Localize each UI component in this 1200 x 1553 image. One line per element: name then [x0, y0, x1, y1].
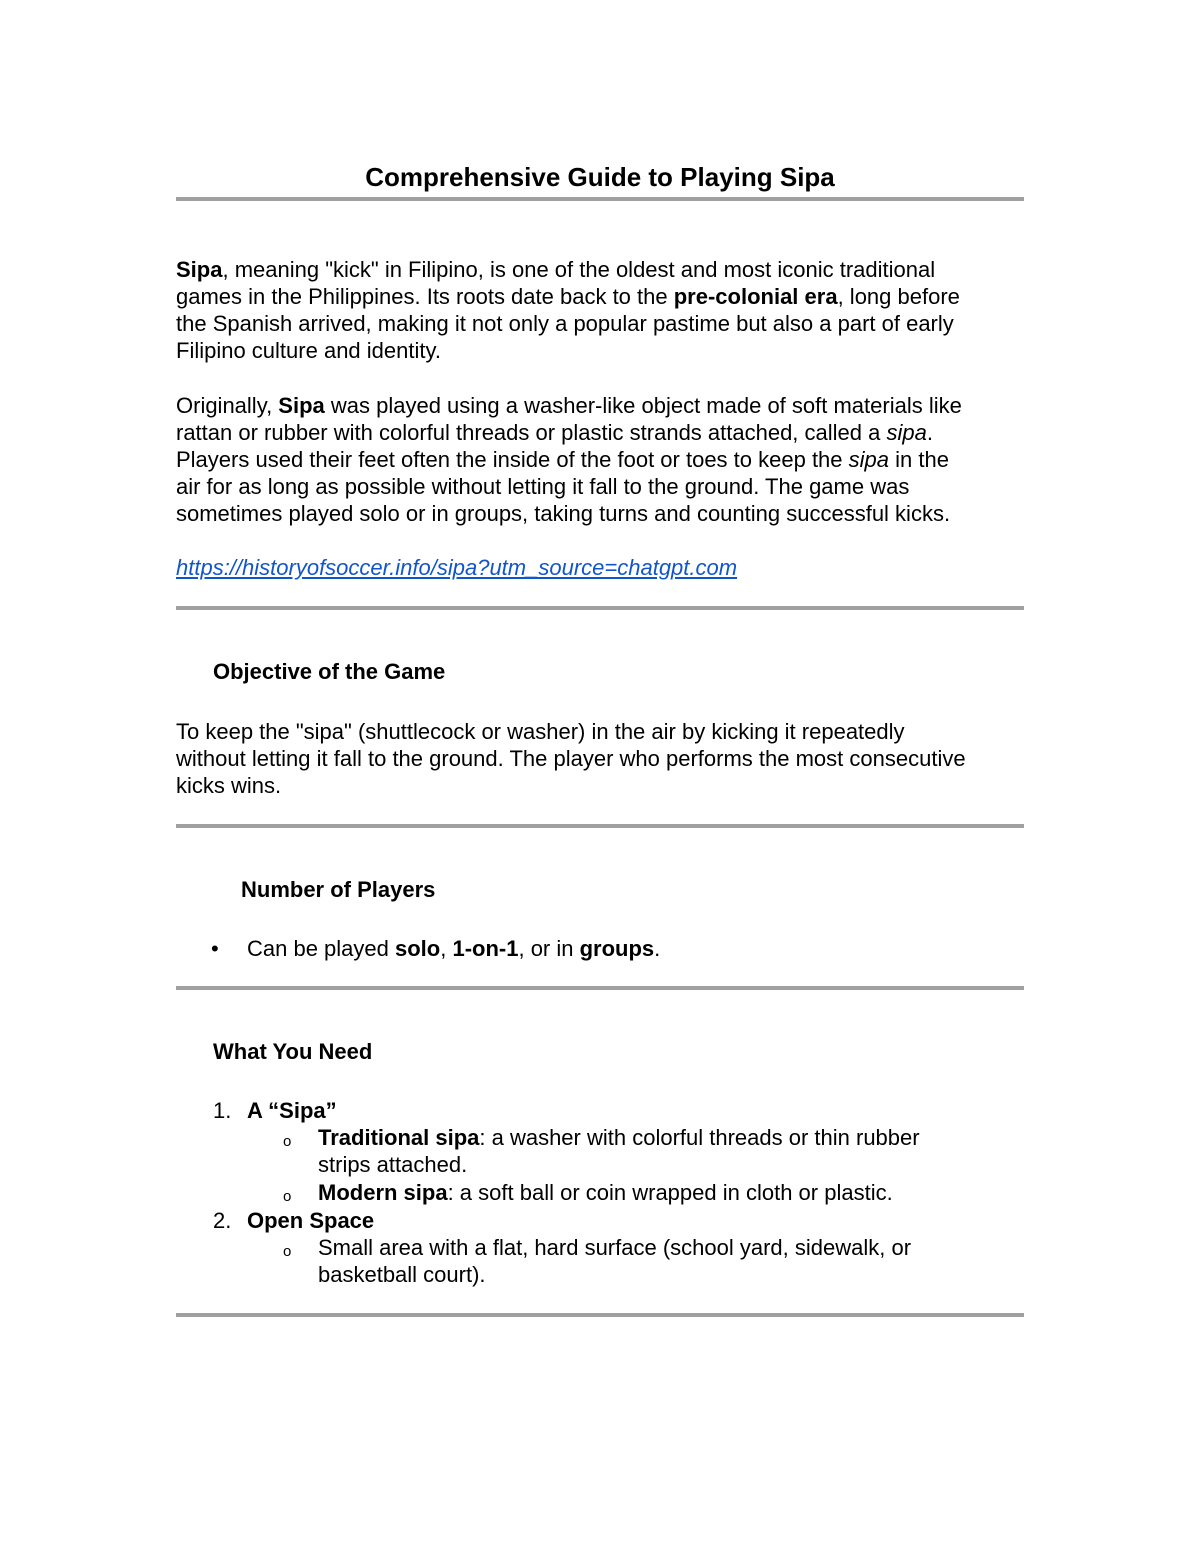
text: air for as long as possible without letting it fall to the ground. The game was	[176, 474, 910, 499]
text: , meaning "kick" in Filipino, is one of the oldest and most iconic traditional	[222, 257, 936, 282]
players-heading: Number of Players	[241, 877, 436, 902]
bold-text: solo	[395, 936, 441, 961]
text: sometimes played solo or in groups, taking turns and counting successful kicks.	[176, 501, 951, 526]
bold-text: Sipa	[278, 393, 325, 418]
horizontal-rule	[176, 197, 1024, 201]
text: , long before	[837, 284, 960, 309]
text: games in the Philippines. Its roots date back to the	[176, 284, 674, 309]
objective-heading: Objective of the Game	[213, 659, 446, 684]
text: ,	[440, 936, 453, 961]
text: .	[654, 936, 661, 961]
horizontal-rule	[176, 824, 1024, 828]
list-subitem	[318, 1124, 920, 1151]
bullet-icon: •	[211, 936, 219, 961]
text: basketball court).	[318, 1262, 486, 1287]
text: , or in	[518, 936, 580, 961]
italic-text: sipa	[886, 420, 927, 445]
bold-text: groups	[579, 936, 655, 961]
horizontal-rule	[176, 1313, 1024, 1317]
italic-text: sipa	[848, 447, 890, 472]
bold-text: Modern sipa	[318, 1180, 448, 1205]
text: : a washer with colorful threads or thin rubber	[479, 1125, 920, 1150]
players-list-item	[247, 935, 1007, 962]
text: was played using a washer-like object made of soft materials like	[324, 393, 962, 418]
list-subitem: Small area with a flat, hard surface (school yard, sidewalk, or	[318, 1235, 912, 1260]
text: Can be played	[247, 936, 395, 961]
text: strips attached.	[318, 1152, 468, 1177]
text: .	[926, 420, 933, 445]
text: rattan or rubber with colorful threads or plastic strands attached, called a	[176, 420, 887, 445]
sub-bullet-icon: o	[283, 1133, 292, 1150]
bold-text: pre-colonial era	[673, 284, 838, 309]
sub-bullet-icon: o	[283, 1243, 292, 1260]
text: To keep the "sipa" (shuttlecock or washer) in the air by kicking it repeatedly	[176, 719, 905, 744]
text: without letting it fall to the ground. The player who performs the most consecutive	[176, 746, 966, 771]
list-number: 2.	[213, 1208, 232, 1233]
list-item-label: A “Sipa”	[247, 1098, 337, 1123]
horizontal-rule	[176, 606, 1024, 610]
intro-paragraph	[176, 256, 1046, 364]
text: Originally,	[176, 393, 279, 418]
source-link[interactable]: https://historyofsoccer.info/sipa?utm_source=chatgpt.com	[176, 555, 738, 580]
needs-heading: What You Need	[213, 1039, 373, 1064]
bold-text: Traditional sipa	[318, 1125, 480, 1150]
sub-bullet-icon: o	[283, 1188, 292, 1205]
text: Filipino culture and identity.	[176, 338, 441, 363]
horizontal-rule	[176, 986, 1024, 990]
text: in the	[889, 447, 949, 472]
text: : a soft ball or coin wrapped in cloth or plastic.	[447, 1180, 893, 1205]
list-number: 1.	[213, 1098, 232, 1123]
text: the Spanish arrived, making it not only a popular pastime but also a part of early	[176, 311, 954, 336]
text: kicks wins.	[176, 773, 282, 798]
bold-text: 1-on-1	[452, 936, 519, 961]
page-title: Comprehensive Guide to Playing Sipa	[365, 162, 835, 192]
list-subitem	[318, 1179, 893, 1206]
bold-text: Sipa	[176, 257, 223, 282]
list-item-label: Open Space	[247, 1208, 375, 1233]
text: Players used their feet often the inside of the foot or toes to keep the	[176, 447, 849, 472]
history-paragraph	[176, 392, 1046, 527]
objective-paragraph	[176, 718, 1046, 799]
